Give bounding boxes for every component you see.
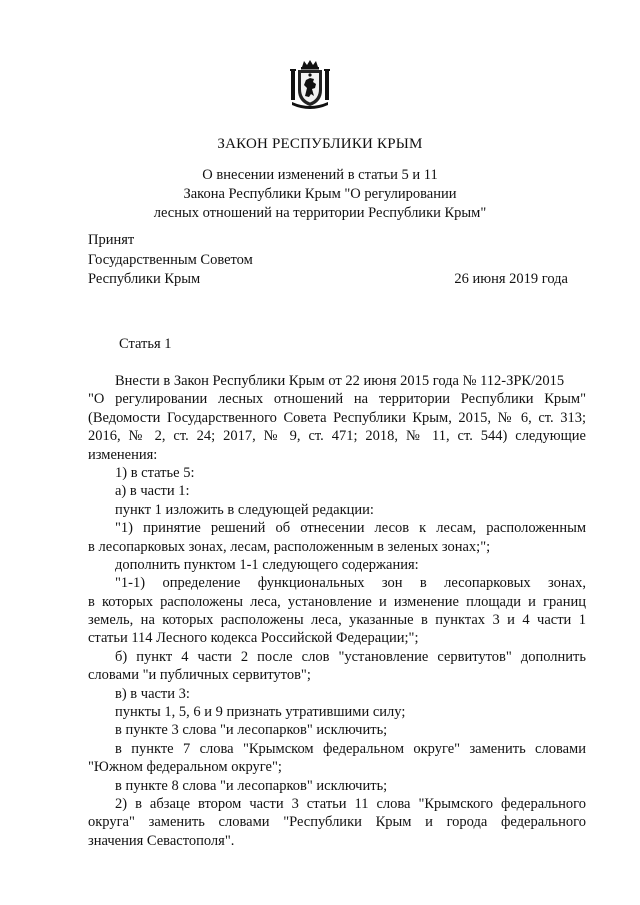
body-line: изменения: bbox=[88, 446, 158, 463]
adoption-line: Государственным Советом bbox=[88, 251, 253, 268]
adoption-line: Республики Крым bbox=[88, 271, 201, 287]
body-line: 1) в статье 5: bbox=[115, 464, 195, 481]
body-line: "Южном федеральном округе"; bbox=[88, 759, 282, 776]
body-line: в пункте 8 слова "и лесопарков" исключить; bbox=[115, 777, 388, 794]
body-line: "1-1) определение функциональных зон в лесопарковых зонах, bbox=[115, 575, 586, 592]
body-line: 2) в абзаце втором части 3 статьи 11 слова "Крымского федерального bbox=[115, 795, 586, 812]
body-line: в пункте 3 слова "и лесопарков" исключить; bbox=[115, 722, 388, 739]
body-line: б) пункт 4 части 2 после слов "установление сервитутов" дополнить bbox=[115, 648, 586, 665]
body-line: 2016, № 2, ст. 24; 2017, № 9, ст. 471; 2018, № 11, ст. 544) следующие bbox=[88, 428, 586, 445]
body-line: дополнить пунктом 1-1 следующего содержания: bbox=[115, 556, 419, 573]
article-heading: Статья 1 bbox=[119, 336, 172, 352]
body-line: в) в части 3: bbox=[115, 685, 190, 702]
subtitle-line: Закона Республики Крым "О регулировании bbox=[183, 186, 457, 202]
adoption-date: 26 июня 2019 года bbox=[454, 271, 568, 287]
adoption-block bbox=[88, 231, 253, 290]
adoption-line: Принят bbox=[88, 232, 135, 248]
body-line: пункты 1, 5, 6 и 9 признать утратившими силу; bbox=[115, 704, 406, 721]
body-line: в которых расположены леса, установление и изменение площади и границ bbox=[88, 593, 586, 610]
coat-of-arms-icon bbox=[288, 58, 332, 110]
body-line: земель, на которых расположены леса, указанные в пунктах 3 и 4 части 1 bbox=[88, 612, 586, 629]
body-line: словами "и публичных сервитутов"; bbox=[88, 667, 311, 684]
body-line: в лесопарковых зонах, лесам, расположенным в зеленых зонах;"; bbox=[88, 538, 491, 555]
body-line: в пункте 7 слова "Крымском федеральном округе" заменить словами bbox=[115, 740, 586, 757]
body-line: "1) принятие решений об отнесении лесов к лесам, расположенным bbox=[115, 520, 586, 537]
document-title: ЗАКОН РЕСПУБЛИКИ КРЫМ bbox=[217, 136, 423, 152]
body-line: значения Севастополя". bbox=[88, 832, 235, 849]
document-subtitle bbox=[0, 166, 640, 223]
subtitle-line: О внесении изменений в статьи 5 и 11 bbox=[202, 167, 438, 183]
body-line: Внести в Закон Республики Крым от 22 июня 2015 года № 112-ЗРК/2015 bbox=[115, 373, 565, 389]
subtitle-line: лесных отношений на территории Республики Крым" bbox=[153, 205, 487, 221]
body-line: статьи 114 Лесного кодекса Российской Федерации;"; bbox=[88, 630, 419, 647]
body-line: (Ведомости Государственного Совета Республики Крым, 2015, № 6, ст. 313; bbox=[88, 409, 586, 426]
body-line: округа" заменить словами "Республики Крым и города федерального bbox=[88, 814, 586, 831]
body-line: пункт 1 изложить в следующей редакции: bbox=[115, 501, 374, 518]
body-line: "О регулировании лесных отношений на территории Республики Крым" bbox=[88, 391, 586, 408]
article-body bbox=[88, 372, 586, 850]
body-line: а) в части 1: bbox=[115, 483, 190, 500]
